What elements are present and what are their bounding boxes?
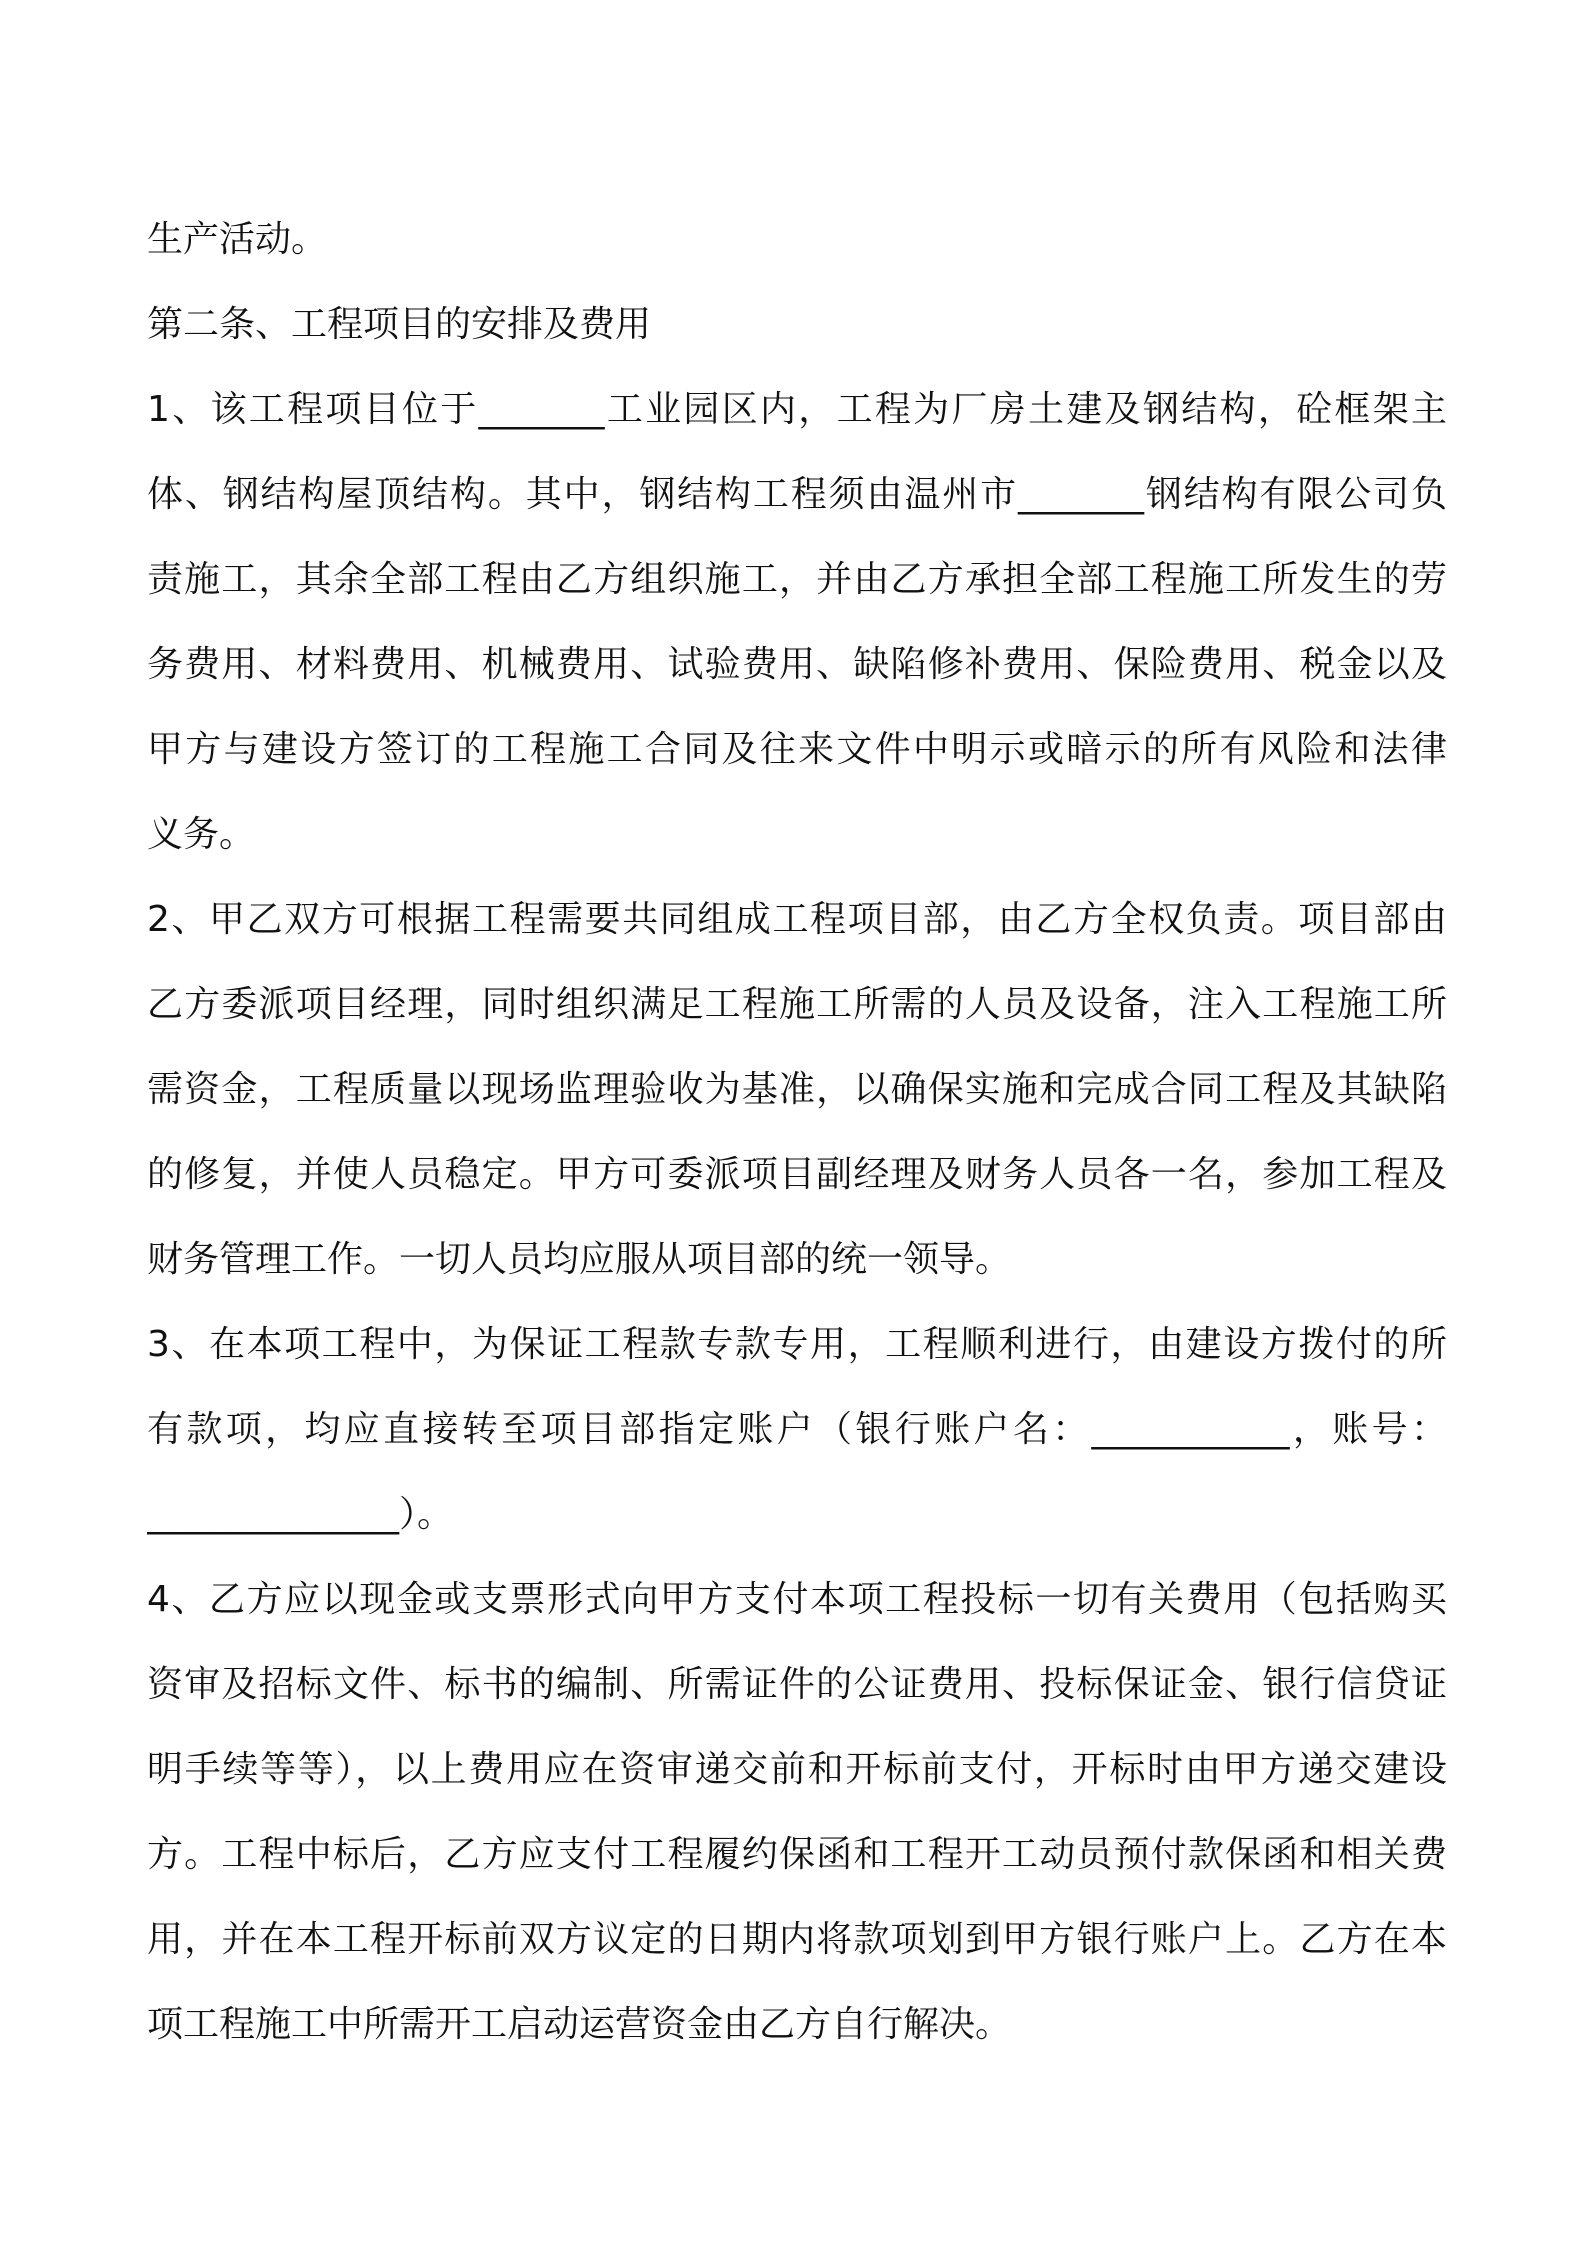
text-line: 明手续等等），以上费用应在资审递交前和开标前支付，开标时由甲方递交建设 bbox=[147, 1749, 1447, 1790]
text-line: 3、在本项工程中，为保证工程款专款专用，工程顺利进行，由建设方拨付的所 bbox=[147, 1324, 1447, 1365]
text-line: 的修复，并使人员稳定。甲方可委派项目副经理及财务人员各一名，参加工程及 bbox=[147, 1154, 1447, 1195]
text-line: 用，并在本工程开标前双方议定的日期内将款项划到甲方银行账户上。乙方在本 bbox=[147, 1919, 1447, 1960]
text-line: 方。工程中标后，乙方应支付工程履约保函和工程开工动员预付款保函和相关费 bbox=[147, 1834, 1447, 1875]
text-line: 1、该工程项目位于_______工业园区内，工程为厂房土建及钢结构，砼框架主 bbox=[147, 389, 1447, 430]
text-line: 有款项，均应直接转至项目部指定账户（银行账户名：___________，账号： bbox=[147, 1409, 1447, 1450]
text-line: 需资金，工程质量以现场监理验收为基准，以确保实施和完成合同工程及其缺陷 bbox=[147, 1069, 1447, 1110]
text-line: 生产活动。 bbox=[147, 219, 328, 260]
text-line: 甲方与建设方签订的工程施工合同及往来文件中明示或暗示的所有风险和法律 bbox=[147, 729, 1447, 770]
text-line: 资审及招标文件、标书的编制、所需证件的公证费用、投标保证金、银行信贷证 bbox=[147, 1664, 1447, 1705]
contract-text-block bbox=[147, 197, 1447, 2067]
text-line: ______________）。 bbox=[147, 1494, 454, 1535]
text-line: 项工程施工中所需开工启动运营资金由乙方自行解决。 bbox=[147, 2004, 1012, 2045]
text-line: 务费用、材料费用、机械费用、试验费用、缺陷修补费用、保险费用、税金以及 bbox=[147, 644, 1447, 685]
text-line: 义务。 bbox=[147, 814, 256, 855]
text-line: 责施工，其余全部工程由乙方组织施工，并由乙方承担全部工程施工所发生的劳 bbox=[147, 559, 1447, 600]
section-heading: 第二条、工程项目的安排及费用 bbox=[147, 304, 652, 345]
text-line: 体、钢结构屋顶结构。其中，钢结构工程须由温州市_______钢结构有限公司负 bbox=[147, 474, 1447, 515]
text-line: 4、乙方应以现金或支票形式向甲方支付本项工程投标一切有关费用（包括购买 bbox=[147, 1579, 1447, 1620]
text-line: 2、甲乙双方可根据工程需要共同组成工程项目部，由乙方全权负责。项目部由 bbox=[147, 899, 1447, 940]
text-line: 财务管理工作。一切人员均应服从项目部的统一领导。 bbox=[147, 1239, 1012, 1280]
text-line: 乙方委派项目经理，同时组织满足工程施工所需的人员及设备，注入工程施工所 bbox=[147, 984, 1447, 1025]
